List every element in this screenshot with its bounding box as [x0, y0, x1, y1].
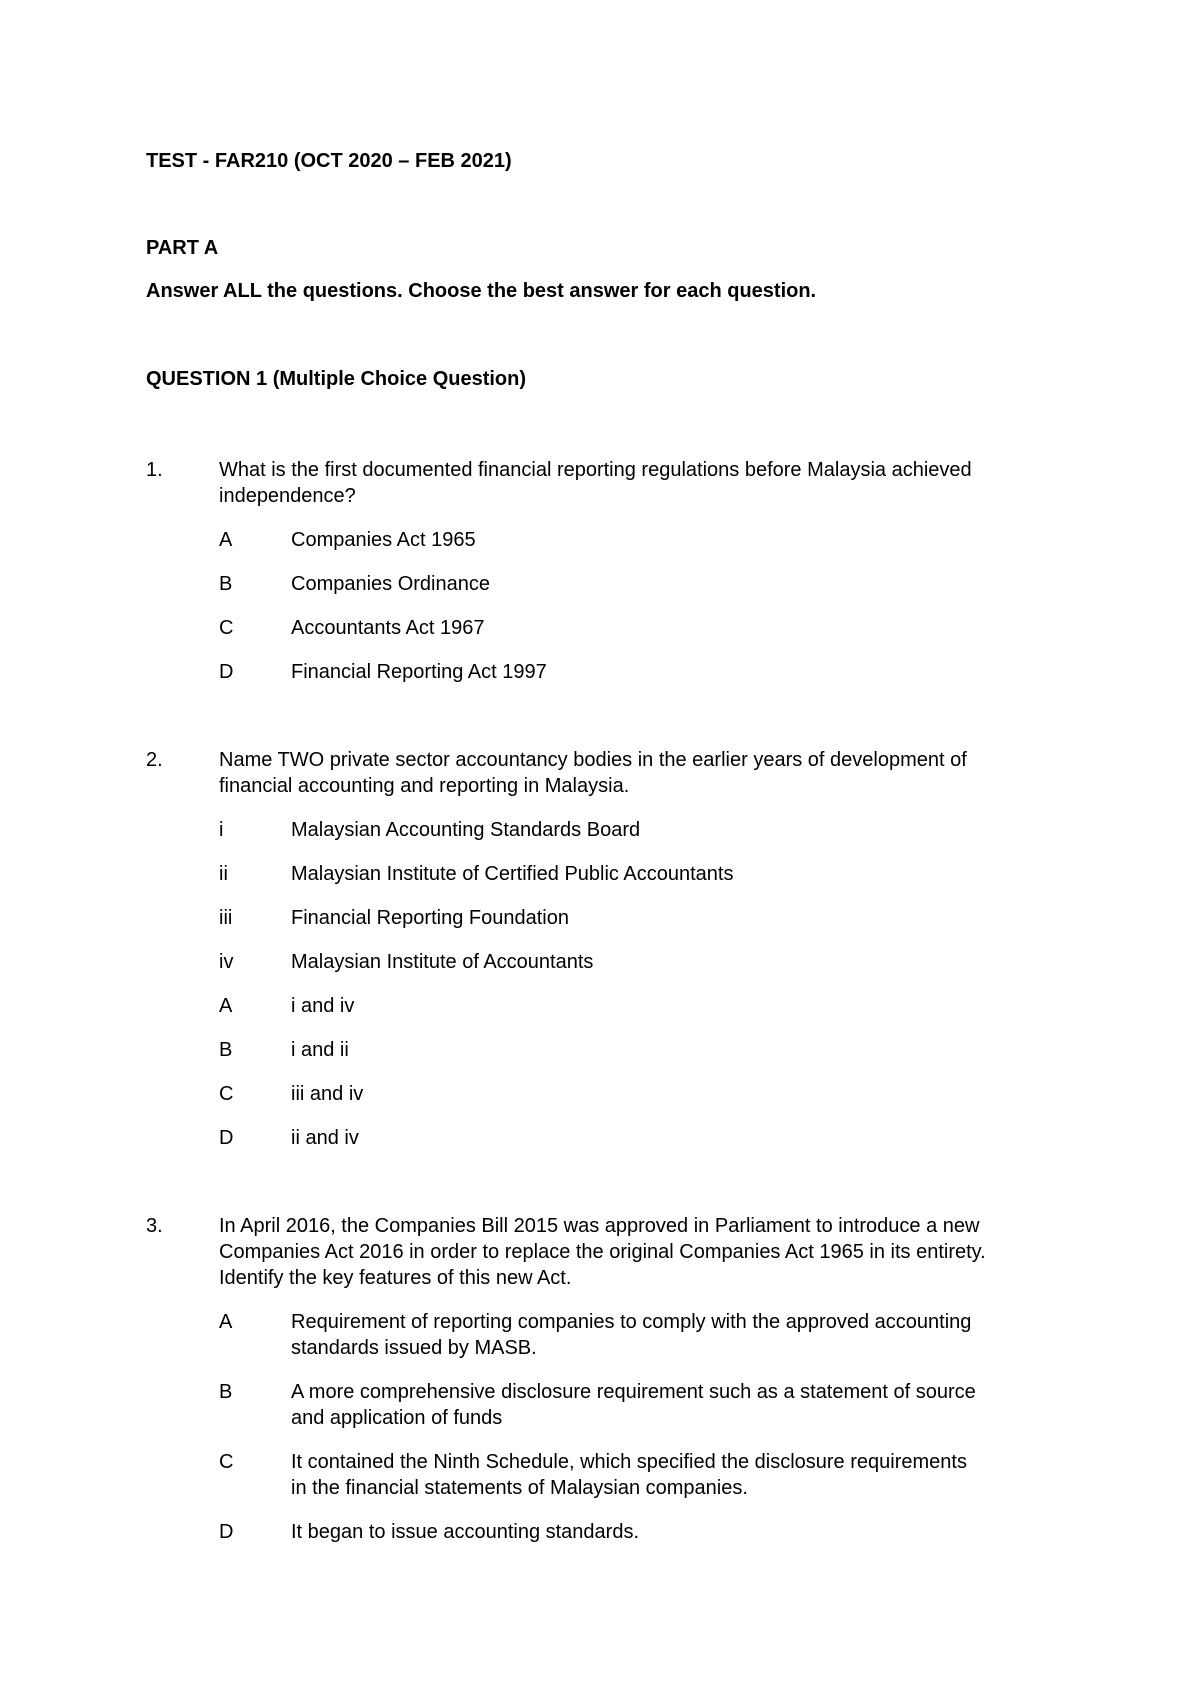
question-2-item-iv: Malaysian Institute of Accountants [291, 951, 594, 973]
question-3-option-c-line-2: in the financial statements of Malaysian companies. [291, 1477, 748, 1499]
question-3-option-a-line-2: standards issued by MASB. [291, 1337, 537, 1359]
question-3-option-d-key: D [219, 1521, 234, 1543]
question-2-item-ii-key: ii [219, 863, 228, 885]
question-3-option-a-key: A [219, 1311, 233, 1333]
question-1-option-a-key: A [219, 529, 233, 551]
question-2-option-b: i and ii [291, 1039, 349, 1061]
question-3-option-c-key: C [219, 1451, 234, 1473]
question-2-number: 2. [146, 749, 163, 771]
question-2-option-a: i and iv [291, 995, 355, 1017]
question-2-item-i-key: i [219, 819, 224, 841]
question-3-option-b-line-1: A more comprehensive disclosure requirement such as a statement of source [291, 1381, 976, 1403]
question-2-option-b-key: B [219, 1039, 233, 1061]
question-1-option-d: Financial Reporting Act 1997 [291, 661, 547, 683]
page-title: TEST - FAR210 (OCT 2020 – FEB 2021) [146, 150, 512, 172]
question-1-option-c-key: C [219, 617, 234, 639]
question-2-item-iii-key: iii [219, 907, 233, 929]
question-1-option-d-key: D [219, 661, 234, 683]
question-1-text-line-1: What is the first documented financial reporting regulations before Malaysia achieved [219, 459, 972, 481]
question-1-option-c: Accountants Act 1967 [291, 617, 485, 639]
question-2-option-d-key: D [219, 1127, 234, 1149]
question-2-text-line-1: Name TWO private sector accountancy bodies in the earlier years of development of [219, 749, 967, 771]
question-3-option-c-line-1: It contained the Ninth Schedule, which specified the disclosure requirements [291, 1451, 967, 1473]
question-3-text-line-2: Companies Act 2016 in order to replace the original Companies Act 1965 in its entirety. [219, 1241, 986, 1263]
question-2-item-iii: Financial Reporting Foundation [291, 907, 569, 929]
instruction-text: Answer ALL the questions. Choose the best answer for each question. [146, 280, 817, 302]
question-heading: QUESTION 1 (Multiple Choice Question) [146, 368, 527, 390]
question-1-text-line-2: independence? [219, 485, 356, 507]
question-3-option-b-line-2: and application of funds [291, 1407, 503, 1429]
question-1-option-b-key: B [219, 573, 233, 595]
question-2-option-c: iii and iv [291, 1083, 364, 1105]
question-2-option-d: ii and iv [291, 1127, 359, 1149]
question-3-option-d: It began to issue accounting standards. [291, 1521, 640, 1543]
question-3-text-line-3: Identify the key features of this new Act. [219, 1267, 572, 1289]
question-3-option-a-line-1: Requirement of reporting companies to comply with the approved accounting [291, 1311, 972, 1333]
question-3-text-line-1: In April 2016, the Companies Bill 2015 was approved in Parliament to introduce a new [219, 1215, 980, 1237]
question-2-option-a-key: A [219, 995, 233, 1017]
question-2-text-line-2: financial accounting and reporting in Malaysia. [219, 775, 630, 797]
question-3-number: 3. [146, 1215, 163, 1237]
question-2-item-iv-key: iv [219, 951, 234, 973]
question-2-item-ii: Malaysian Institute of Certified Public Accountants [291, 863, 734, 885]
question-3-option-b-key: B [219, 1381, 233, 1403]
question-1-option-a: Companies Act 1965 [291, 529, 476, 551]
question-1-number: 1. [146, 459, 163, 481]
question-2-option-c-key: C [219, 1083, 234, 1105]
part-heading: PART A [146, 237, 219, 259]
question-1-option-b: Companies Ordinance [291, 573, 490, 595]
question-2-item-i: Malaysian Accounting Standards Board [291, 819, 641, 841]
